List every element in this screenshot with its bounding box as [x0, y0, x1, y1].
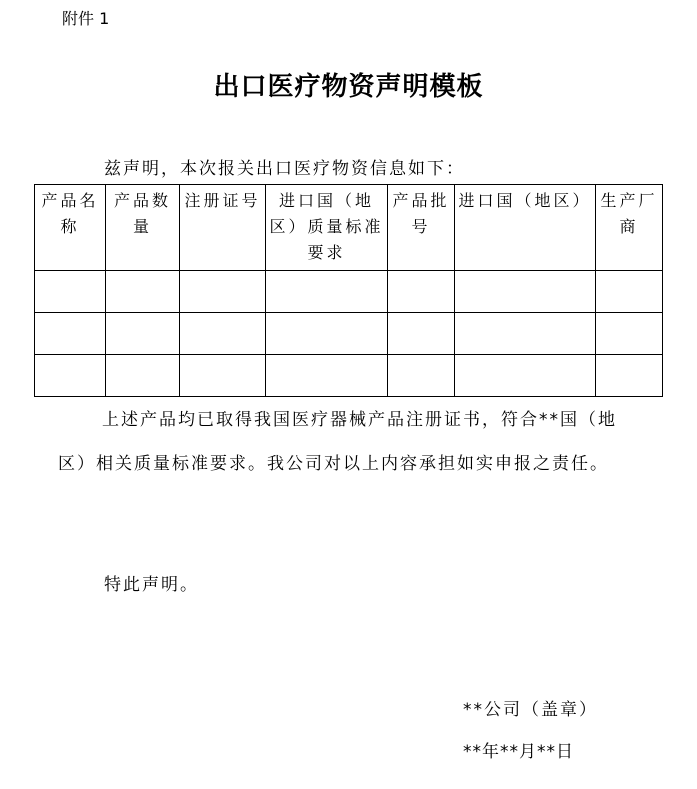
header-import-country: 进口国（地区） — [455, 185, 596, 271]
table-cell — [596, 313, 663, 355]
table-cell — [455, 355, 596, 397]
table-cell — [388, 313, 455, 355]
closing-text: 特此声明。 — [104, 575, 199, 595]
table-row — [35, 313, 663, 355]
table-cell — [106, 271, 180, 313]
table-header-row — [35, 185, 663, 271]
table-cell — [455, 313, 596, 355]
header-manufacturer: 生产厂商 — [596, 185, 663, 271]
header-quality-standard: 进口国（地区）质量标准要求 — [266, 185, 388, 271]
table-cell — [596, 355, 663, 397]
table-cell — [266, 271, 388, 313]
declaration-table — [34, 184, 663, 397]
table-cell — [35, 355, 106, 397]
table-cell — [388, 355, 455, 397]
table-cell — [455, 271, 596, 313]
table-cell — [266, 355, 388, 397]
table-row — [35, 355, 663, 397]
table-cell — [180, 313, 266, 355]
statement-text: 上述产品均已取得我国医疗器械产品注册证书，符合**国（地区）相关质量标准要求。我公司对以上内容承担如实申报之责任。 — [58, 410, 617, 474]
page-title: 出口医疗物资声明模板 — [213, 72, 484, 102]
header-product-name: 产品名称 — [35, 185, 106, 271]
table-cell — [180, 271, 266, 313]
table-cell — [388, 271, 455, 313]
table-body — [35, 271, 663, 397]
table-cell — [266, 313, 388, 355]
attachment-label: 附件 1 — [62, 9, 110, 28]
table-cell — [35, 313, 106, 355]
table-cell — [596, 271, 663, 313]
header-batch-number: 产品批号 — [388, 185, 455, 271]
table-cell — [35, 271, 106, 313]
table-cell — [106, 313, 180, 355]
table-row — [35, 271, 663, 313]
header-registration-number: 注册证号 — [180, 185, 266, 271]
table-cell — [180, 355, 266, 397]
company-seal-line: **公司（盖章） — [463, 700, 598, 720]
table-cell — [106, 355, 180, 397]
intro-text: 兹声明，本次报关出口医疗物资信息如下： — [104, 159, 465, 179]
date-line: **年**月**日 — [463, 742, 574, 762]
header-product-quantity: 产品数量 — [106, 185, 180, 271]
statement-paragraph — [58, 398, 618, 486]
